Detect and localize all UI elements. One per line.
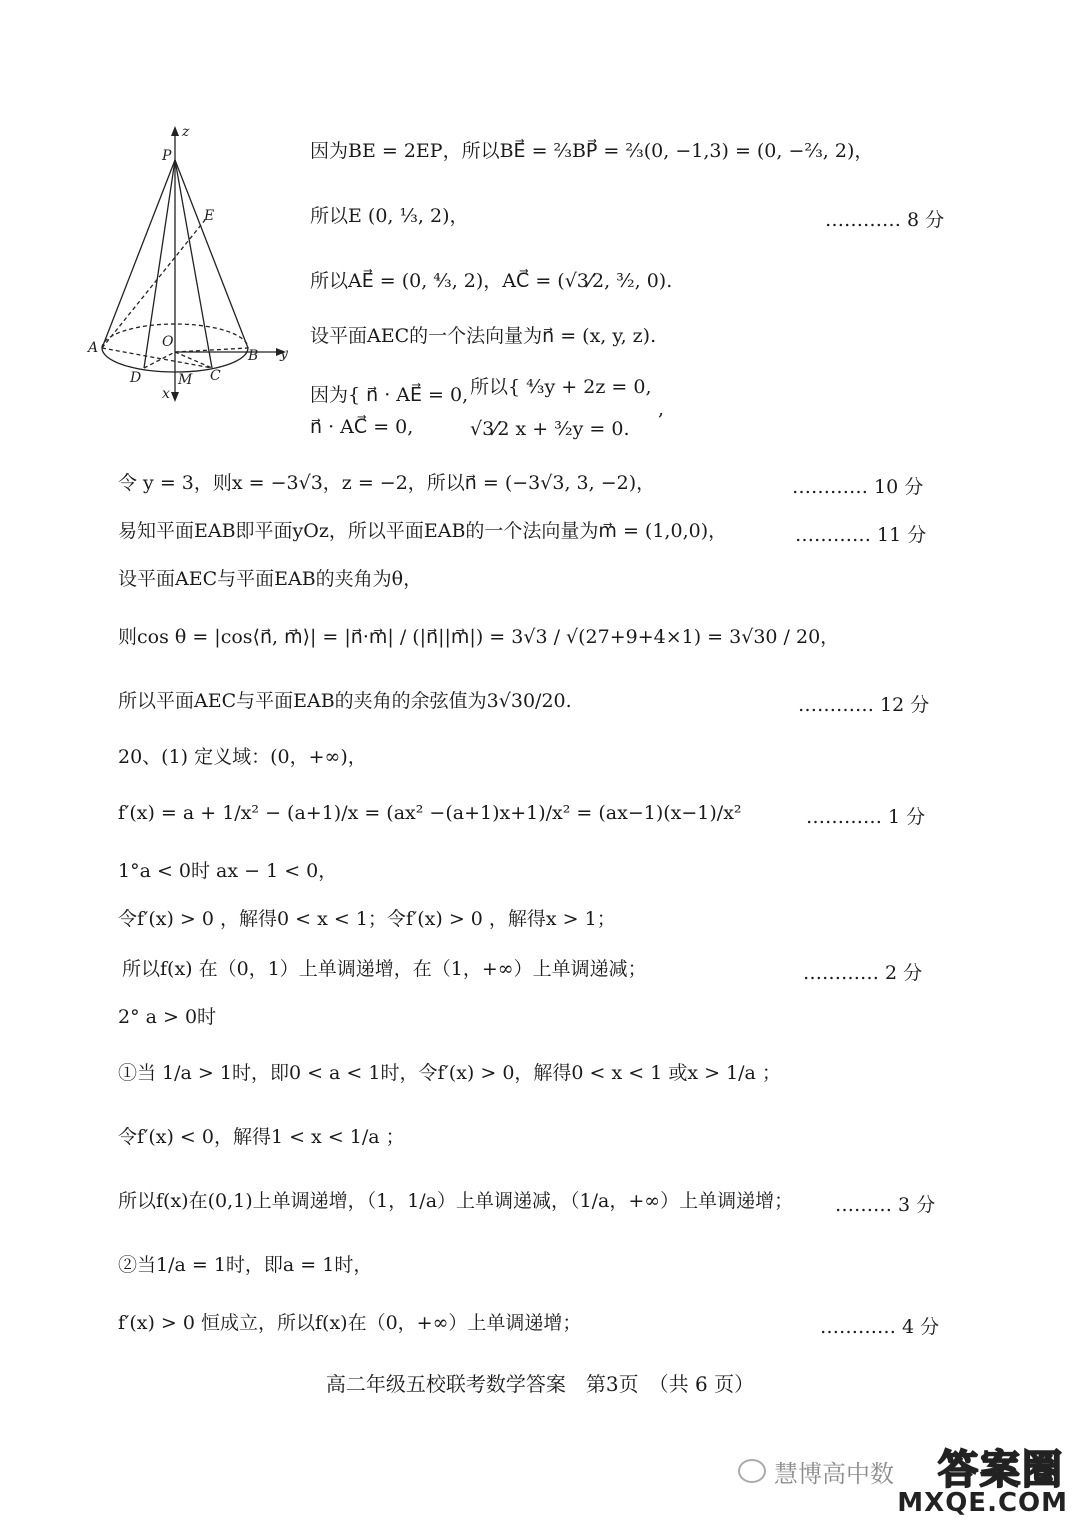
label-B: B [248, 348, 259, 364]
watermark [730, 1432, 1078, 1526]
line-derivative: f′(x) = a + 1/x² − (a+1)/x = (ax² −(a+1)x+1)/x² = (ax−1)(x−1)/x² [118, 802, 742, 824]
line-angle-theta: 设平面AEC与平面EAB的夹角为θ， [118, 568, 423, 590]
line-sub-case-2: ②当1/a = 1时，即a = 1时， [118, 1254, 373, 1276]
label-A: A [88, 340, 99, 356]
line-let-y3: 令 y = 3，则x = −3√3，z = −2，所以n⃗ = (−3√3, 3, −2)， [118, 472, 656, 494]
label-C: C [210, 368, 221, 384]
line-solve-1: 令f′(x) > 0 ，解得0 < x < 1；令f′(x) > 0 ，解得x > 1； [118, 908, 616, 930]
line-point-e: 所以E (0, ¹⁄₃, 2)， [310, 205, 469, 227]
line-cos-result: 所以平面AEC与平面EAB的夹角的余弦值为3√30/20. [118, 690, 572, 712]
label-z: z [182, 124, 190, 140]
line-normal-vector: 设平面AEC的一个法向量为n⃗ = (x, y, z). [310, 325, 657, 347]
label-x: x [162, 386, 170, 402]
score-10: ………… 10 分 [792, 476, 924, 498]
cone-figure [82, 120, 297, 405]
line-cos-theta: 则cos θ = |cos⟨n⃗, m⃗⟩| = |n⃗·m⃗| / (|n⃗||m⃗|) = 3√3 / √(27+9+4×1) = 3√30 / 20， [118, 626, 840, 648]
watermark-account: 慧博高中数 [774, 1460, 894, 1488]
line-monotonic-1: 所以f(x) 在（0，1）上单调递增，在（1，+∞）上单调递减； [122, 958, 647, 980]
score-3: ……… 3 分 [835, 1194, 936, 1216]
score-11: ………… 11 分 [795, 524, 927, 546]
line-always-increasing: f′(x) > 0 恒成立，所以f(x)在（0，+∞）上单调递增； [118, 1312, 582, 1334]
line-plane-eab: 易知平面EAB即平面yOz，所以平面EAB的一个法向量为m⃗ = (1,0,0)， [118, 520, 728, 542]
line-system-a: 因为{ n⃗ · AE⃗ = 0, [310, 384, 469, 406]
label-E: E [204, 208, 215, 224]
page-footer: 高二年级五校联考数学答案 第3页 （共 6 页） [325, 1372, 755, 1396]
line-case-a-neg: 1°a < 0时 ax − 1 < 0， [118, 860, 338, 882]
line-monotonic-2: 所以f(x)在(0,1)上单调递增，（1，1/a）上单调递减，（1/a，+∞）上单调递增； [118, 1190, 794, 1212]
logo-title: 答案圈 [938, 1447, 1064, 1493]
label-P: P [162, 148, 172, 164]
score-4: ………… 4 分 [820, 1316, 940, 1338]
score-8: ………… 8 分 [825, 209, 945, 231]
logo-url: MXQE.COM [897, 1488, 1068, 1518]
line-system-d: √3⁄2 x + ³⁄₂y = 0. [470, 418, 630, 440]
score-1: ………… 1 分 [806, 806, 926, 828]
line-be-2ep: 因为BE = 2EP，所以BE⃗ = ²⁄₃BP⃗ = ²⁄₃(0, −1,3) = (0, −²⁄₃, 2)， [310, 140, 874, 162]
line-sub-case-1: ①当 1/a > 1时，即0 < a < 1时，令f′(x) > 0，解得0 < x < 1 或x > 1/a ； [118, 1062, 781, 1084]
line-q20-domain: 20、(1) 定义域：(0，+∞)， [118, 746, 367, 768]
label-D: D [130, 370, 142, 386]
line-system-b: n⃗ · AC⃗ = 0, [310, 416, 414, 438]
line-system-c: 所以{ ⁴⁄₃y + 2z = 0, [470, 376, 652, 398]
label-O: O [162, 334, 174, 350]
label-y: y [280, 346, 288, 362]
score-2: ………… 2 分 [803, 962, 923, 984]
score-12: ………… 12 分 [798, 694, 930, 716]
line-solve-2: 令f′(x) < 0，解得1 < x < 1/a ； [118, 1126, 405, 1148]
line-system-comma: , [658, 398, 665, 420]
line-case-a-pos: 2° a > 0时 [118, 1006, 217, 1028]
line-vectors-ae-ac: 所以AE⃗ = (0, ⁴⁄₃, 2)，AC⃗ = (√3⁄2, ³⁄₂, 0). [310, 270, 673, 292]
label-M: M [178, 372, 193, 388]
answer-logo [896, 1438, 1076, 1520]
wechat-icon [738, 1459, 766, 1483]
